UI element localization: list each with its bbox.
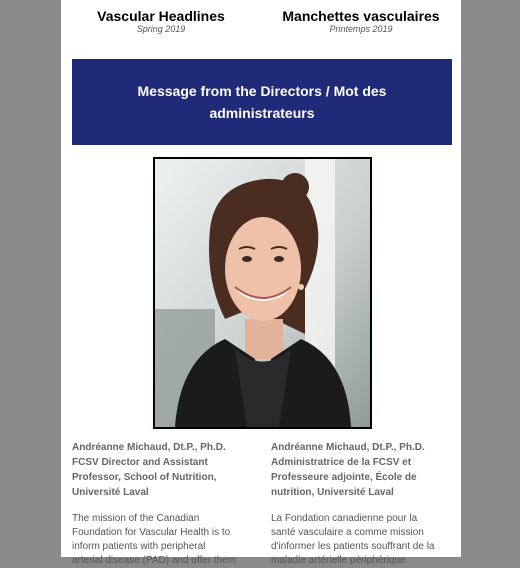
newsletter-page	[61, 0, 461, 566]
section-banner	[72, 59, 452, 145]
portrait-photo	[153, 157, 372, 429]
header-title-french: Manchettes vasculaires	[282, 8, 440, 24]
header-english	[61, 8, 261, 35]
message-body-english: The mission of the Canadian Foundation for Vascular Health is to inform patients with peripheral arterial disease (PAD) and offer them	[72, 513, 237, 566]
message-body-french: La Fondation canadienne pour la santé vasculaire a comme mission d'informer les patients souffrant de la maladie artérielle périphérique	[271, 513, 435, 566]
director-name-french: Andréanne Michaud, Dt.P., Ph.D. Administratrice de la FCSV et Professeure adjointe, École de nutrition, Université Laval	[271, 442, 425, 498]
header-subtitle-english: Spring 2019	[136, 24, 186, 34]
column-english	[72, 440, 254, 568]
portrait-illustration	[155, 159, 370, 427]
banner-title: Message from the Directors / Mot des administrateurs	[137, 83, 387, 121]
header-french	[261, 8, 461, 35]
director-name-english: Andréanne Michaud, Dt.P., Ph.D. FCSV Director and Assistant Professor, School of Nutrition, Université Laval	[72, 442, 226, 498]
column-french	[271, 440, 453, 568]
header-title-english: Vascular Headlines	[97, 8, 225, 24]
header-subtitle-french: Printemps 2019	[329, 24, 393, 34]
